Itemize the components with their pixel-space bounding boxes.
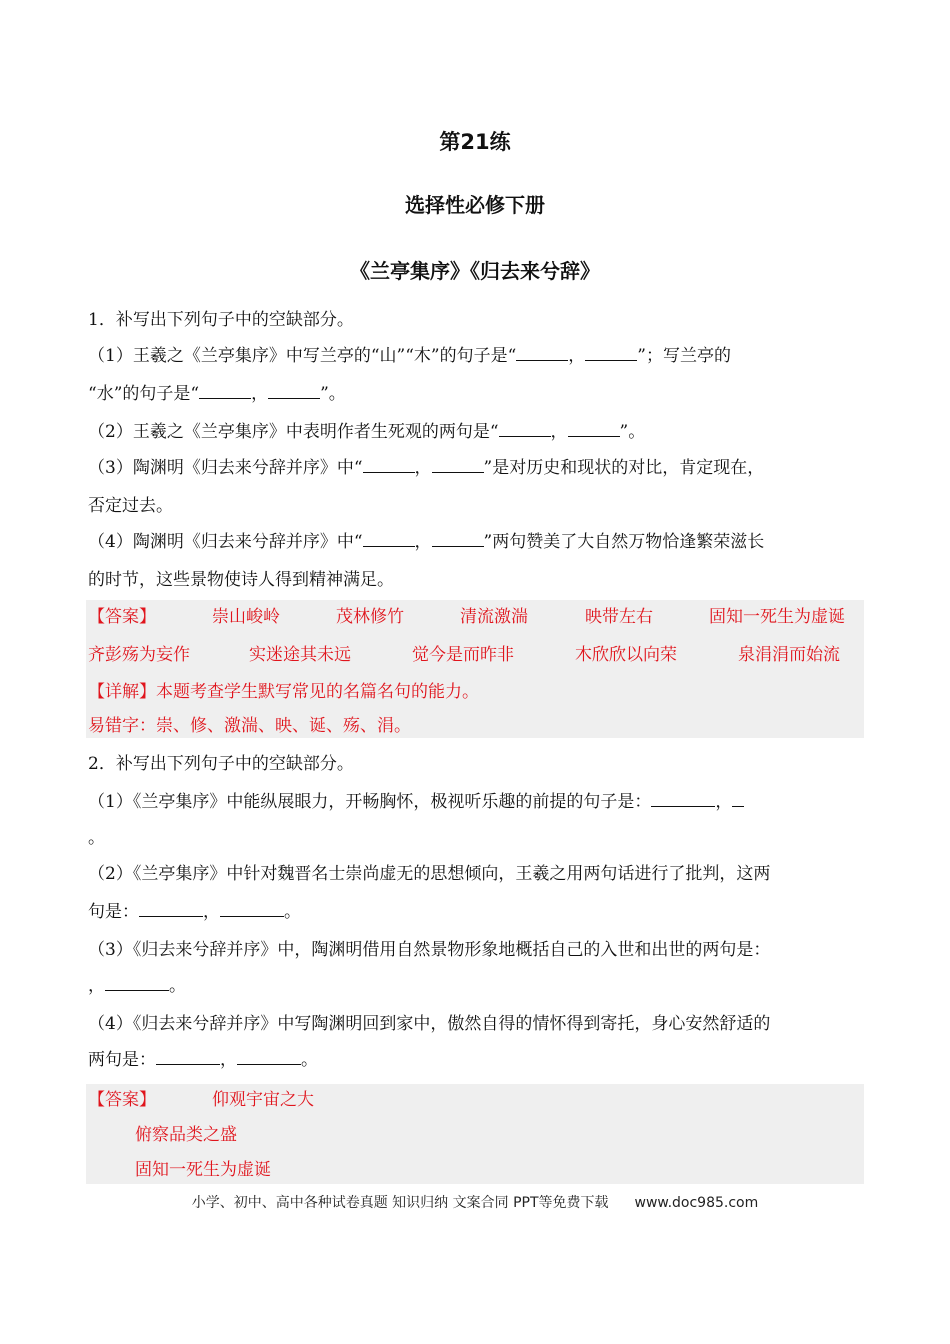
answer-blank[interactable] xyxy=(156,1050,220,1065)
question-1-part-3-cont: 否定过去。 xyxy=(88,496,173,516)
answer-1-errors: 易错字：崇、修、激湍、映、诞、殇、涓。 xyxy=(88,716,411,736)
question-1-part-2: （2）王羲之《兰亭集序》中表明作者生死观的两句是“ ， ”。 xyxy=(88,422,646,442)
answer-blank[interactable] xyxy=(105,976,169,991)
question-2-part-4: （4）《归去来兮辞并序》中写陶渊明回到家中，傲然自得的情怀得到寄托，身心安然舒适的 xyxy=(88,1014,771,1034)
answer-1-item: 泉涓涓而始流 xyxy=(738,645,840,665)
answer-1-detail: 【详解】本题考查学生默写常见的名篇名句的能力。 xyxy=(88,682,479,702)
answer-1-item: 茂林修竹 xyxy=(336,607,404,627)
answer-blank[interactable] xyxy=(237,1050,301,1065)
answer-blank[interactable] xyxy=(732,792,744,807)
answer-1-item: 实迷途其未远 xyxy=(249,645,351,665)
question-2-stem: 2．补写出下列句子中的空缺部分。 xyxy=(88,754,354,774)
answer-2-item: 俯察品类之盛 xyxy=(135,1125,237,1145)
answer-1-label: 【答案】 xyxy=(88,607,156,627)
answer-blank[interactable] xyxy=(268,384,320,399)
answer-1-item: 觉今是而昨非 xyxy=(412,645,514,665)
footer-text: 小学、初中、高中各种试卷真题 知识归纳 文案合同 PPT等免费下载 xyxy=(191,1195,609,1211)
book-subtitle: 选择性必修下册 xyxy=(405,193,545,217)
answer-1-item: 木欣欣以向荣 xyxy=(575,645,677,665)
answer-1-item: 映带左右 xyxy=(585,607,653,627)
answer-blank[interactable] xyxy=(363,458,415,473)
answer-blank[interactable] xyxy=(516,346,568,361)
section-title: 《兰亭集序》《归去来兮辞》 xyxy=(350,259,600,283)
question-2-part-4-cont: 两句是： ， 。 xyxy=(88,1050,318,1070)
question-2-part-2: （2）《兰亭集序》中针对魏晋名士崇尚虚无的思想倾向，王羲之用两句话进行了批判，这两 xyxy=(88,864,771,884)
answer-blank[interactable] xyxy=(651,792,715,807)
question-2-part-1-cont: 。 xyxy=(88,828,105,848)
answer-blank[interactable] xyxy=(499,422,551,437)
answer-1-item: 齐彭殇为妄作 xyxy=(88,645,190,665)
answer-blank[interactable] xyxy=(568,422,620,437)
question-1-stem: 1．补写出下列句子中的空缺部分。 xyxy=(88,310,354,330)
answer-blank[interactable] xyxy=(432,532,484,547)
answer-blank[interactable] xyxy=(585,346,637,361)
answer-1-item: 崇山峻岭 xyxy=(212,607,280,627)
answer-2-label: 【答案】 xyxy=(88,1090,156,1110)
question-1-part-3: （3）陶渊明《归去来兮辞并序》中“ ， ”是对历史和现状的对比，肯定现在， xyxy=(88,458,765,478)
answer-2-item: 固知一死生为虚诞 xyxy=(135,1160,271,1180)
answer-blank[interactable] xyxy=(199,384,251,399)
answer-blank[interactable] xyxy=(220,902,284,917)
question-2-part-1: （1）《兰亭集序》中能纵展眼力，开畅胸怀，极视听乐趣的前提的句子是： ， xyxy=(88,790,744,814)
answer-1-item: 固知一死生为虚诞 xyxy=(709,607,845,627)
footer-url[interactable]: www.doc985.com xyxy=(634,1195,759,1211)
question-1-part-1-cont: “水”的句子是“ ， ”。 xyxy=(88,384,346,404)
question-1-part-1: （1）王羲之《兰亭集序》中写兰亭的“山”“木”的句子是“ ， ”；写兰亭的 xyxy=(88,346,731,366)
question-2-part-3-cont: ， 。 xyxy=(88,976,186,996)
answer-blank[interactable] xyxy=(363,532,415,547)
answer-blank[interactable] xyxy=(432,458,484,473)
question-1-part-4: （4）陶渊明《归去来兮辞并序》中“ ， ”两句赞美了大自然万物恰逢繁荣滋长 xyxy=(88,532,765,552)
answer-2-item: 仰观宇宙之大 xyxy=(212,1090,314,1110)
answer-1-item: 清流激湍 xyxy=(460,607,528,627)
page-title: 第21练 xyxy=(439,130,511,154)
question-2-part-3: （3）《归去来兮辞并序》中，陶渊明借用自然景物形象地概括自己的入世和出世的两句是： xyxy=(88,940,771,960)
page-footer xyxy=(0,1192,950,1212)
question-2-part-2-cont: 句是： ， 。 xyxy=(88,902,301,922)
answer-blank[interactable] xyxy=(139,902,203,917)
question-1-part-4-cont: 的时节，这些景物使诗人得到精神满足。 xyxy=(88,570,394,590)
